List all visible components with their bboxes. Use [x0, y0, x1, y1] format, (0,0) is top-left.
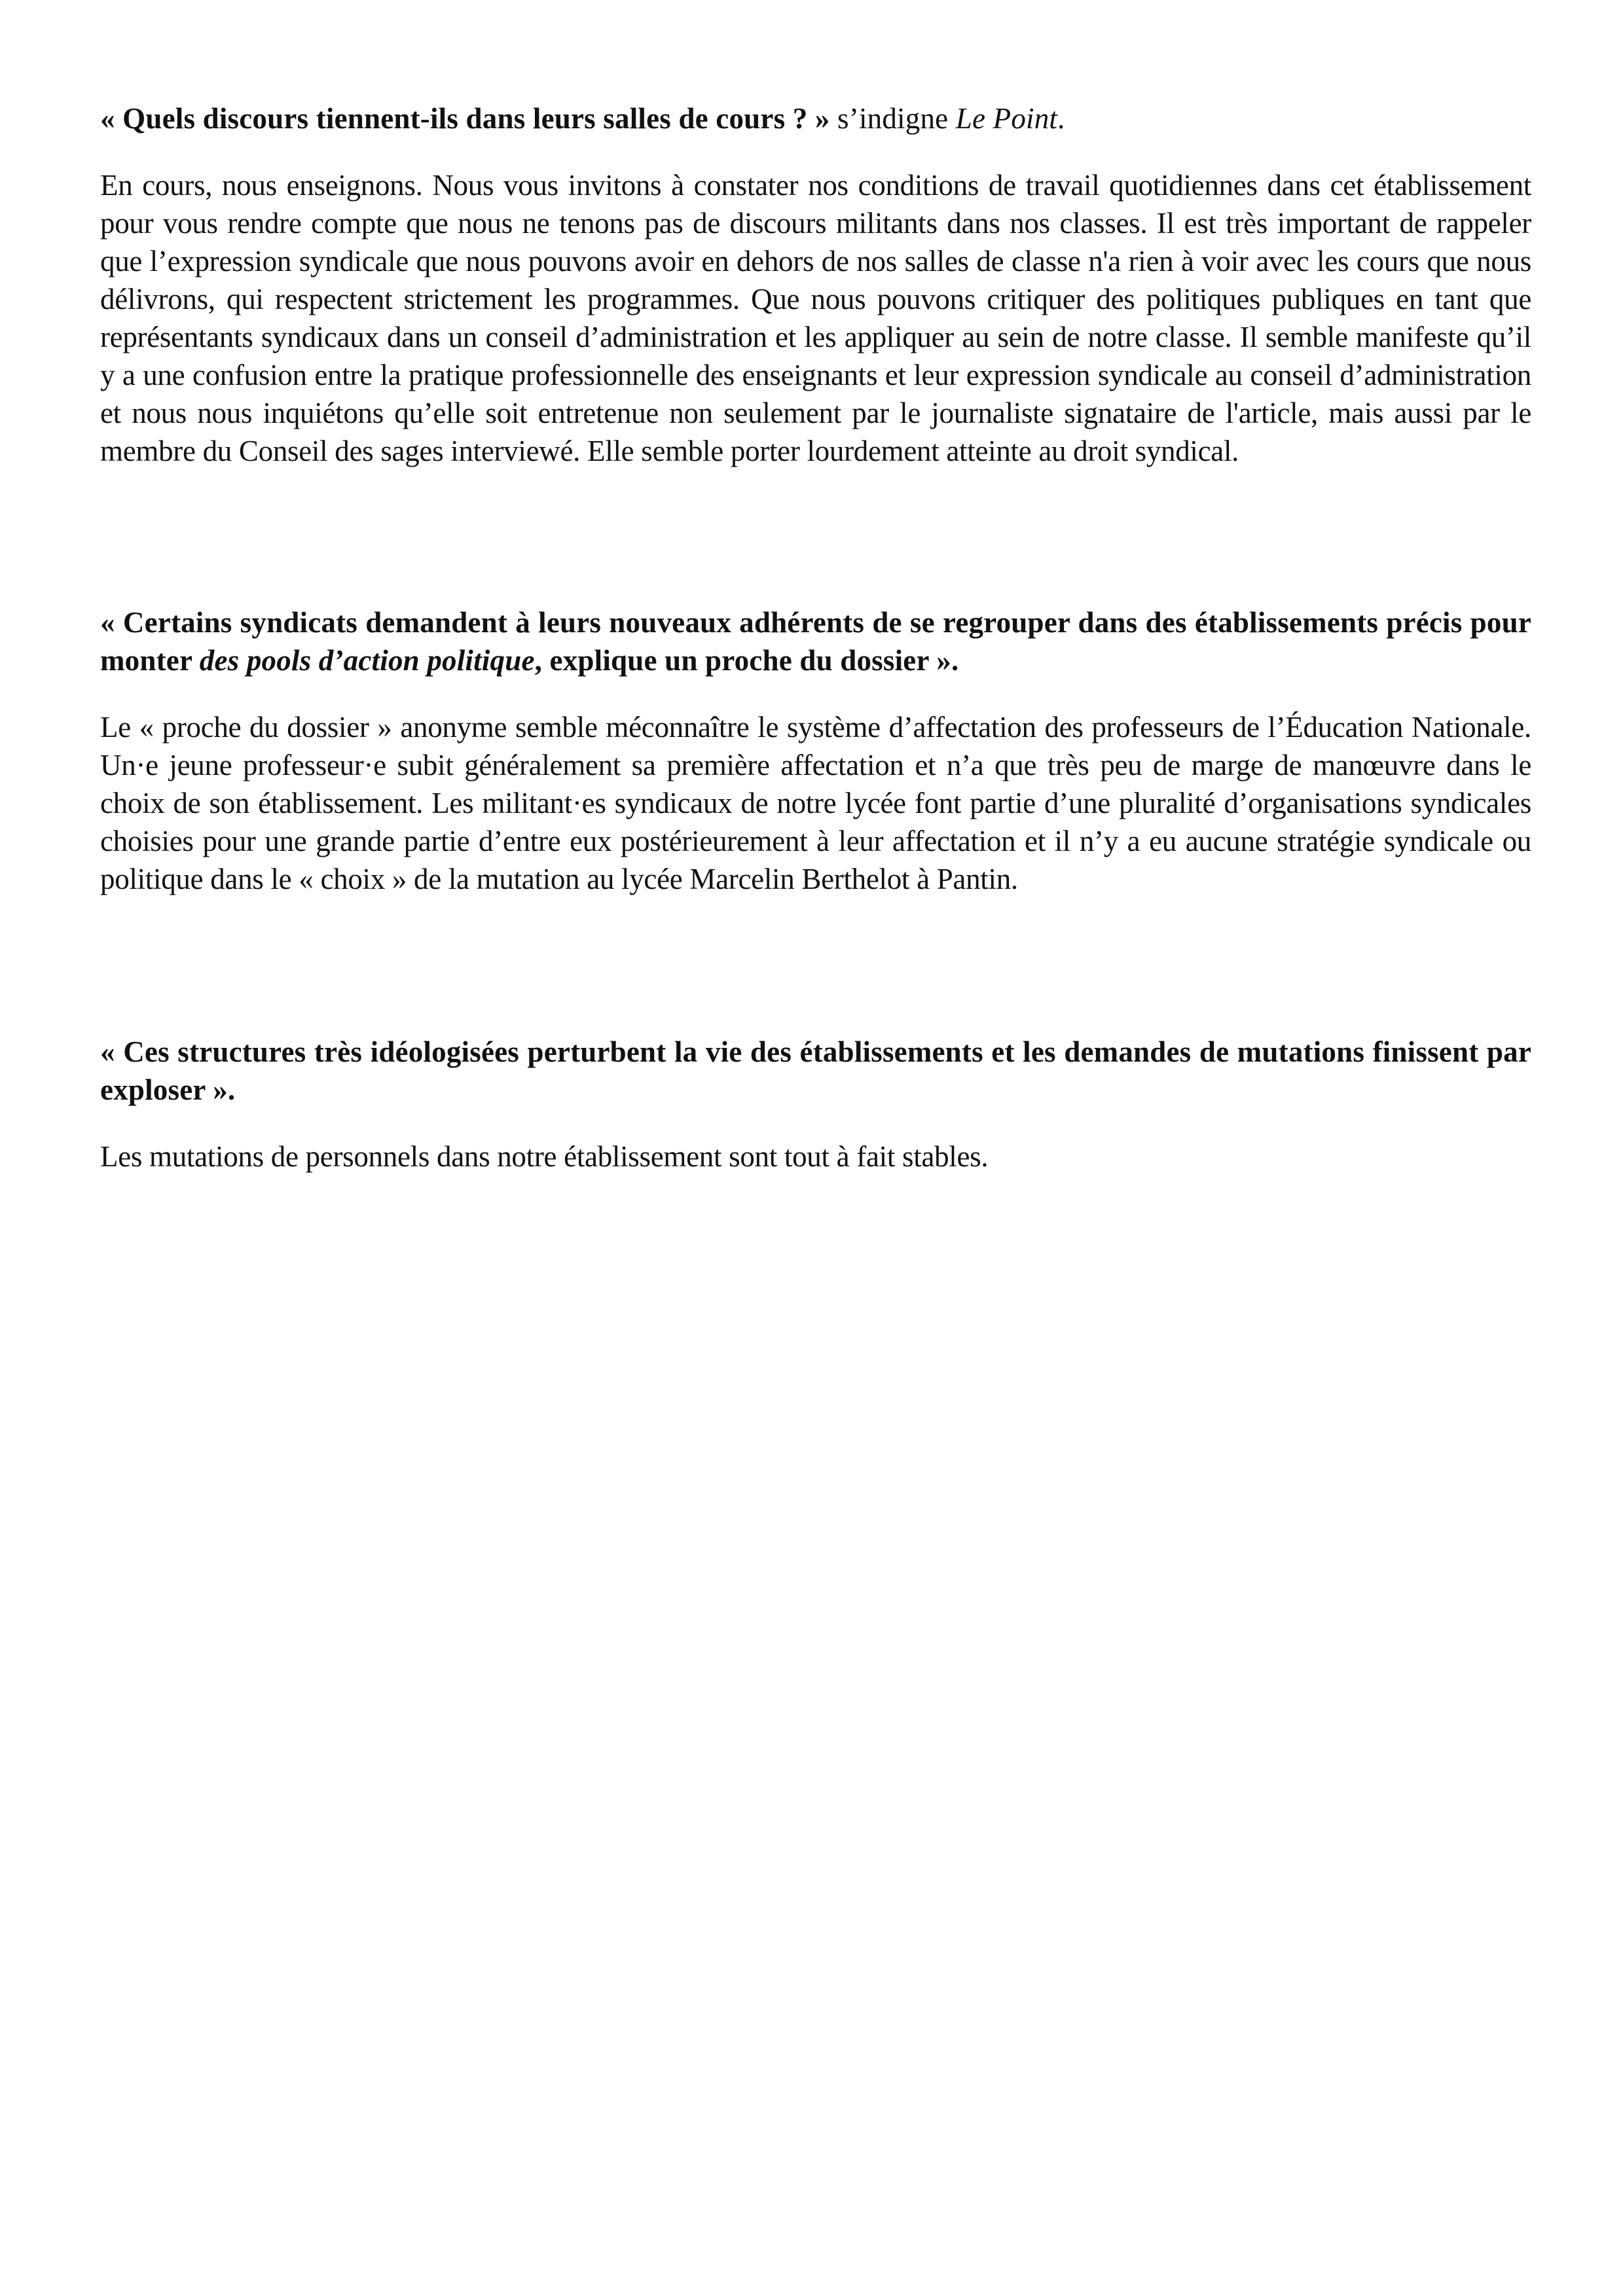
response-paragraph-2: Le « proche du dossier » anonyme semble méconnaître le système d’affectation des professeurs de l’Éducation Nationale. Un·e jeune professeur·e subit généralement sa première affectation et n’a que très peu de marge de manœuvre dans le choix de son établissement. Les militant·es syndicaux de notre lycée font partie d’une pluralité d’organisations syndicales choisies pour une grande partie d’entre eux postérieurement à leur affectation et il n’y a eu aucune stratégie syndicale ou politique dans le « choix » de la mutation au lycée Marcelin Berthelot à Pantin. — [100, 711, 1531, 895]
quote-text-1: « Quels discours tiennent-ils dans leurs salles de cours ? » — [100, 102, 830, 135]
publication-name: Le Point — [955, 102, 1058, 135]
quote-text-2-italic: des pools d’action politique — [199, 644, 535, 677]
attribution-end: . — [1057, 102, 1065, 135]
response-paragraph-3: Les mutations de personnels dans notre établissement sont tout à fait stables. — [100, 1140, 989, 1173]
attribution-verb: s’indigne — [830, 102, 956, 135]
quote-heading-3: « Ces structures très idéologisées perturbent la vie des établissements et les demandes de mutations finissent par exploser ». — [100, 1035, 1531, 1106]
quote-attribution-1 — [830, 102, 1065, 135]
quote-heading-1 — [100, 99, 1531, 137]
quote-heading-2 — [100, 603, 1531, 679]
quote-text-2-start: « Certains syndicats demandent à leurs nouveaux adhérents de se regrouper dans des établissements précis pour monter — [100, 606, 1531, 677]
response-paragraph-1: En cours, nous enseignons. Nous vous invitons à constater nos conditions de travail quotidiennes dans cet établissement pour vous rendre compte que nous ne tenons pas de discours militants dans nos classes. Il est très important de rappeler que l’expression syndicale que nous pouvons avoir en dehors de nos salles de classe n'a rien à voir avec les cours que nous délivrons, qui respectent strictement les programmes. Que nous pouvons critiquer des politiques publiques en tant que représentants syndicaux dans un conseil d’administration et les appliquer au sein de notre classe. Il semble manifeste qu’il y a une confusion entre la pratique professionnelle des enseignants et leur expression syndicale au conseil d’administration et nous nous inquiétons qu’elle soit entretenue non seulement par le journaliste signataire de l'article, mais aussi par le membre du Conseil des sages interviewé. Elle semble porter lourdement atteinte au droit syndical. — [100, 169, 1531, 467]
quote-text-2-end: , explique un proche du dossier ». — [534, 644, 959, 677]
